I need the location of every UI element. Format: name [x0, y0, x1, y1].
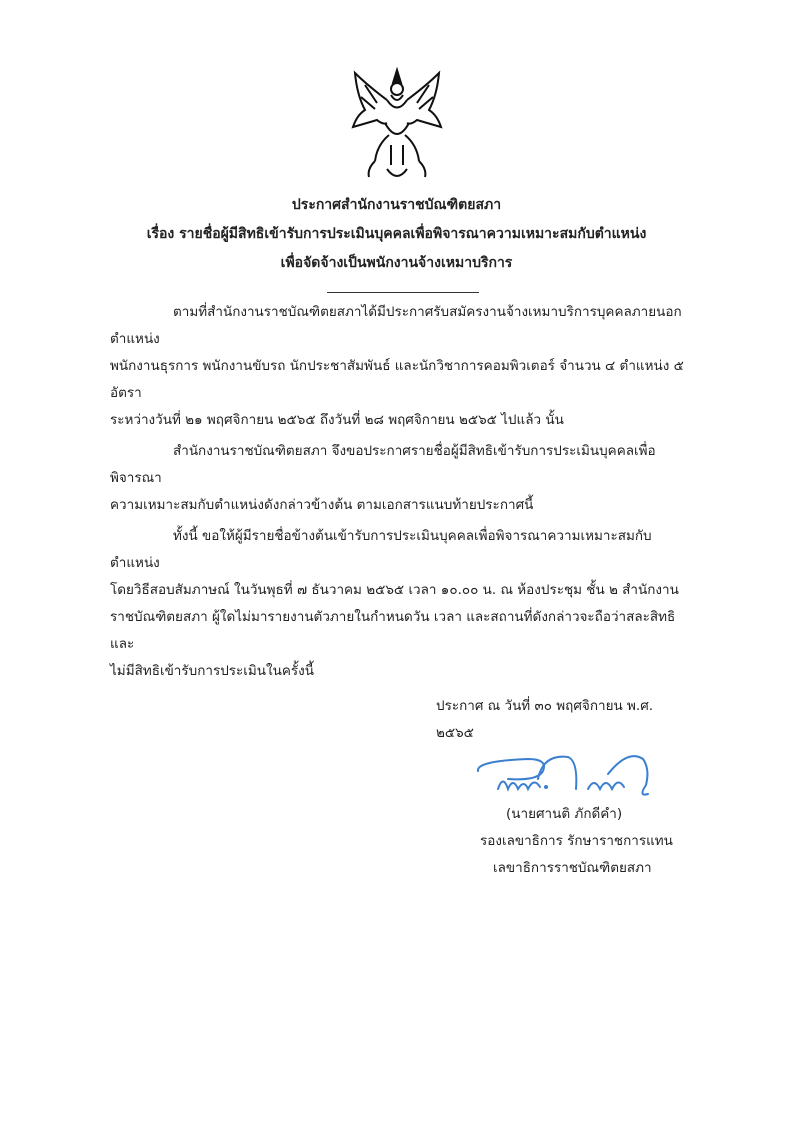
- paragraph1: [110, 299, 690, 434]
- signature-icon: [468, 749, 668, 799]
- paragraph2-line: ความเหมาะสมกับตำแหน่งดังกล่าวข้างต้น ตามเอกสารแนบท้ายประกาศนี้: [110, 497, 534, 513]
- paragraph2: [110, 438, 690, 519]
- paragraph3-line: ไม่มีสิทธิเข้ารับการประเมินในครั้งนี้: [110, 663, 314, 679]
- paragraph1-line: พนักงานธุรการ พนักงานขับรถ นักประชาสัมพันธ์ และนักวิชาการคอมพิวเตอร์ จำนวน ๔ ตำแหน่ง ๕ อัตรา: [110, 358, 684, 401]
- paragraph3-line: โดยวิธีสอบสัมภาษณ์ ในวันพุธที่ ๗ ธันวาคม ๒๕๖๕ เวลา ๑๐.๐๐ น. ณ ห้องประชุม ชั้น ๒ สำนักงาน: [110, 582, 679, 598]
- paragraph3-line: ทั้งนี้ ขอให้ผู้มีรายชื่อข้างต้นเข้ารับการประเมินบุคคลเพื่อพิจารณาความเหมาะสมกับตำแหน่ง: [110, 528, 652, 571]
- garuda-emblem-icon: [347, 65, 447, 185]
- title-divider: [327, 292, 479, 293]
- signature-block: [436, 693, 690, 882]
- paragraph2-line: สำนักงานราชบัณฑิตยสภา จึงขอประกาศรายชื่อผู้มีสิทธิเข้ารับการประเมินบุคคลเพื่อพิจารณา: [110, 443, 656, 486]
- signer-position: เลขาธิการราชบัณฑิตยสภา: [493, 860, 652, 876]
- announcement-subject-line1: เรื่อง รายชื่อผู้มีสิทธิเข้ารับการประเมินบุคคลเพื่อพิจารณาความเหมาะสมกับตำแหน่ง: [146, 226, 647, 242]
- paragraph1-line: ตามที่สำนักงานราชบัณฑิตยสภาได้มีประกาศรับสมัครงานจ้างเหมาบริการบุคคลภายนอก ตำแหน่ง: [110, 304, 682, 347]
- signer-name: (นายศานติ ภักดีคำ): [506, 806, 623, 822]
- paragraph3-line: ราชบัณฑิตยสภา ผู้ใดไม่มารายงานตัวภายในกำหนดวัน เวลา และสถานที่ดังกล่าวจะถือว่าสละสิทธิและ: [110, 609, 676, 652]
- paragraph1-line: ระหว่างวันที่ ๒๑ พฤศจิกายน ๒๕๖๕ ถึงวันที่ ๒๘ พฤศจิกายน ๒๕๖๕ ไปแล้ว นั้น: [110, 412, 564, 428]
- announcement-date: ประกาศ ณ วันที่ ๓๐ พฤศจิกายน พ.ศ. ๒๕๖๕: [436, 698, 654, 741]
- paragraph3: [110, 523, 690, 685]
- announcement-subject-line2: เพื่อจัดจ้างเป็นพนักงานจ้างเหมาบริการ: [280, 255, 513, 271]
- signer-position: รองเลขาธิการ รักษาราชการแทน: [480, 833, 673, 849]
- announcement-title: ประกาศสำนักงานราชบัณฑิตยสภา: [291, 197, 502, 213]
